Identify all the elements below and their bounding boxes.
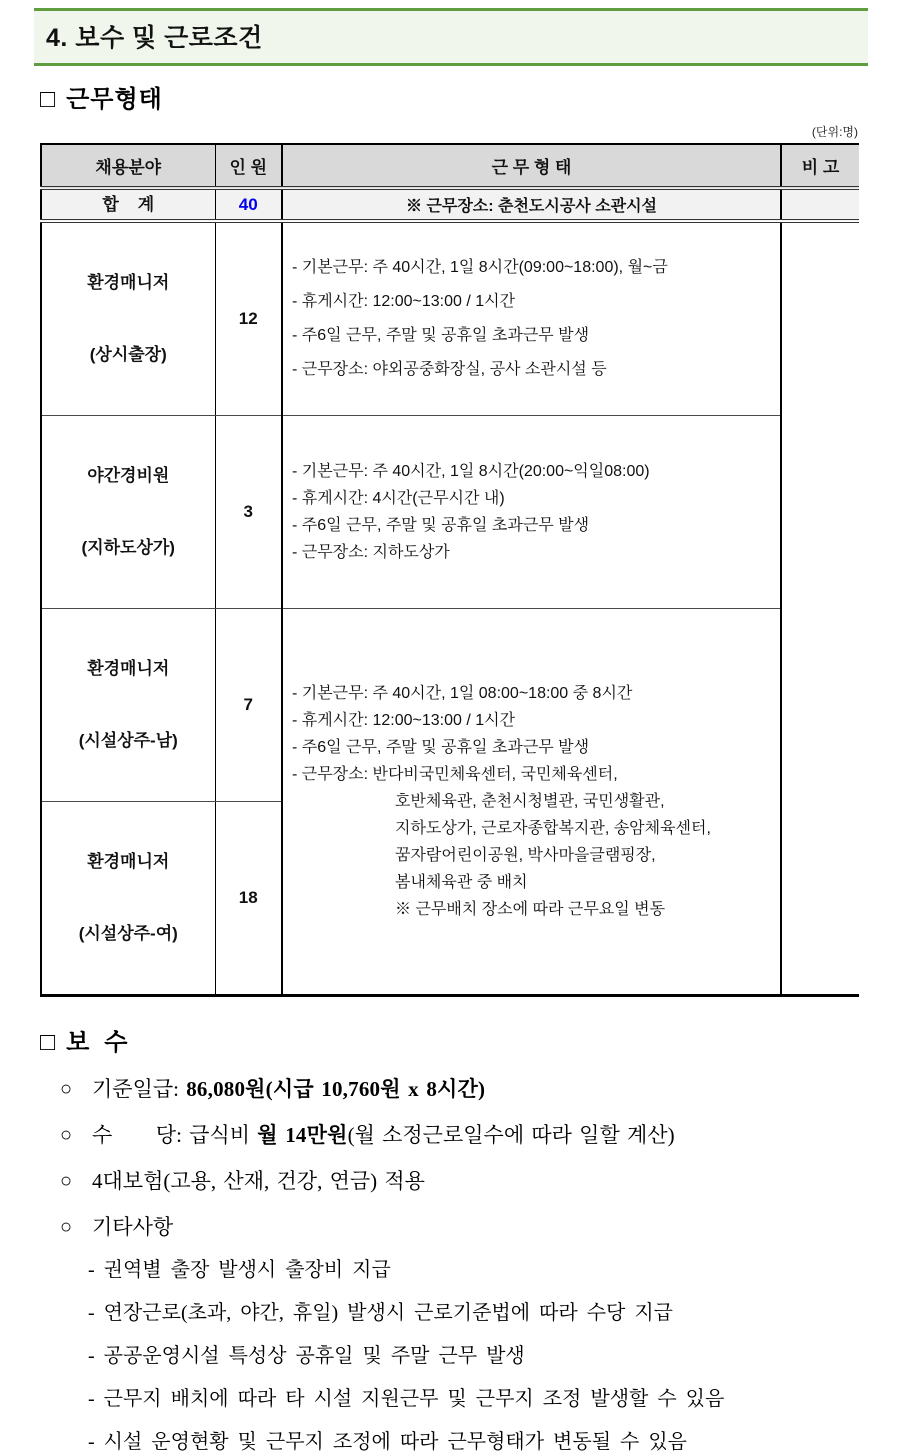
cell-work-details-merged: - 기본근무: 주 40시간, 1일 08:00~18:00 중 8시간 - 휴게시간: 12:00~13:00 / 1시간 - 주6일 근무, 주말 및 공휴일 초과근무 발생 - 근무장소: 반다비국민체육센터, 국민체육센터, 호반체육관, 춘천시청별관, 국민생활관, 지하도상가, 근로자종합복지관, 송암체육센터, 꿈자람어린이공원, 박사마을글램핑장, 봄내체육관 중 배치 ※ 근무배치 장소에 따라 근무요일 변동 [282,609,781,996]
table-row [41,609,859,802]
pay-item-text: 기준일급: [92,1077,187,1101]
square-bullet-icon: □ [40,1029,57,1056]
cell-headcount: 18 [215,802,282,996]
table-header-row [41,144,859,188]
circle-bullet-icon: ○ [60,1170,73,1192]
section-title: 4. 보수 및 근로조건 [46,24,263,52]
circle-bullet-icon: ○ [60,1124,73,1146]
circle-bullet-icon: ○ [60,1216,73,1238]
total-label: 합 계 [41,188,215,221]
pay-item-text: 기타사항 [92,1215,174,1239]
unit-note: (단위:명) [811,125,858,139]
total-remarks-cell [781,188,859,221]
cell-headcount: 7 [215,609,282,802]
cell-work-details: - 기본근무: 주 40시간, 1일 8시간(09:00~18:00), 월~금 - 휴게시간: 12:00~13:00 / 1시간 - 주6일 근무, 주말 및 공휴일 초과근무 발생 - 근무장소: 야외공중화장실, 공사 소관시설 등 [282,221,781,416]
pay-note: - 공공운영시설 특성상 공휴일 및 주말 근무 발생 [88,1345,525,1367]
pay-heading-label: 보 수 [66,1030,129,1056]
cell-job-name: 야간경비원 (지하도상가) [41,416,215,609]
total-note: ※ 근무장소: 춘천도시공사 소관시설 [282,188,781,221]
pay-note: - 근무지 배치에 따라 타 시설 지원근무 및 근무지 조정 발생할 수 있음 [88,1388,725,1410]
pay-item-allowance: ○ 수 당: 급식비 월 14만원(월 소정근로일수에 따라 일할 계산) [60,1123,675,1147]
pay-item-daily-wage [60,1075,860,1103]
pay-heading [40,1022,860,1057]
section-title-band [34,8,868,66]
table-row [41,221,859,416]
pay-note: - 권역별 출장 발생시 출장비 지급 [88,1259,391,1281]
table-row-total [41,188,859,221]
cell-job-name: 환경매니저 (상시출장) [41,221,215,416]
pay-item-etc [60,1213,860,1241]
cell-headcount: 3 [215,416,282,609]
cell-job-name: 환경매니저 (시설상주-여) [41,802,215,996]
pay-item-insurance [60,1167,860,1195]
work-type-heading [40,79,860,114]
circle-bullet-icon: ○ [60,1078,73,1100]
total-count: 40 [215,188,282,221]
pay-note: - 시설 운영현황 및 근무지 조정에 따라 근무형태가 변동될 수 있음 [88,1431,687,1453]
pay-item-bold: 86,080원(시급 10,760원 x 8시간) [186,1077,486,1101]
header-remarks: 비 고 [781,144,859,188]
work-type-heading-label: 근무형태 [66,87,163,113]
pay-note: - 연장근로(초과, 야간, 휴일) 발생시 근로기준법에 따라 수당 지급 [88,1302,673,1324]
cell-headcount: 12 [215,221,282,416]
square-bullet-icon: □ [40,86,57,113]
pay-section [40,1022,860,1456]
cell-job-name: 환경매니저 (시설상주-남) [41,609,215,802]
cell-remarks-merged [781,221,859,996]
pay-item-bold: 월 14만원 [257,1123,348,1147]
table-row [41,416,859,609]
header-recruit-field: 채용분야 [41,144,215,188]
pay-item-text: 4대보험(고용, 산재, 건강, 연금) 적용 [92,1169,425,1193]
cell-work-details: - 기본근무: 주 40시간, 1일 8시간(20:00~익일08:00) - 휴게시간: 4시간(근무시간 내) - 주6일 근무, 주말 및 공휴일 초과근무 발생 - 근무장소: 지하도상가 [282,416,781,609]
work-type-table [40,143,859,997]
header-headcount: 인 원 [215,144,282,188]
header-work-type: 근 무 형 태 [282,144,781,188]
pay-item-text: 수 당: 급식비 [92,1123,258,1147]
